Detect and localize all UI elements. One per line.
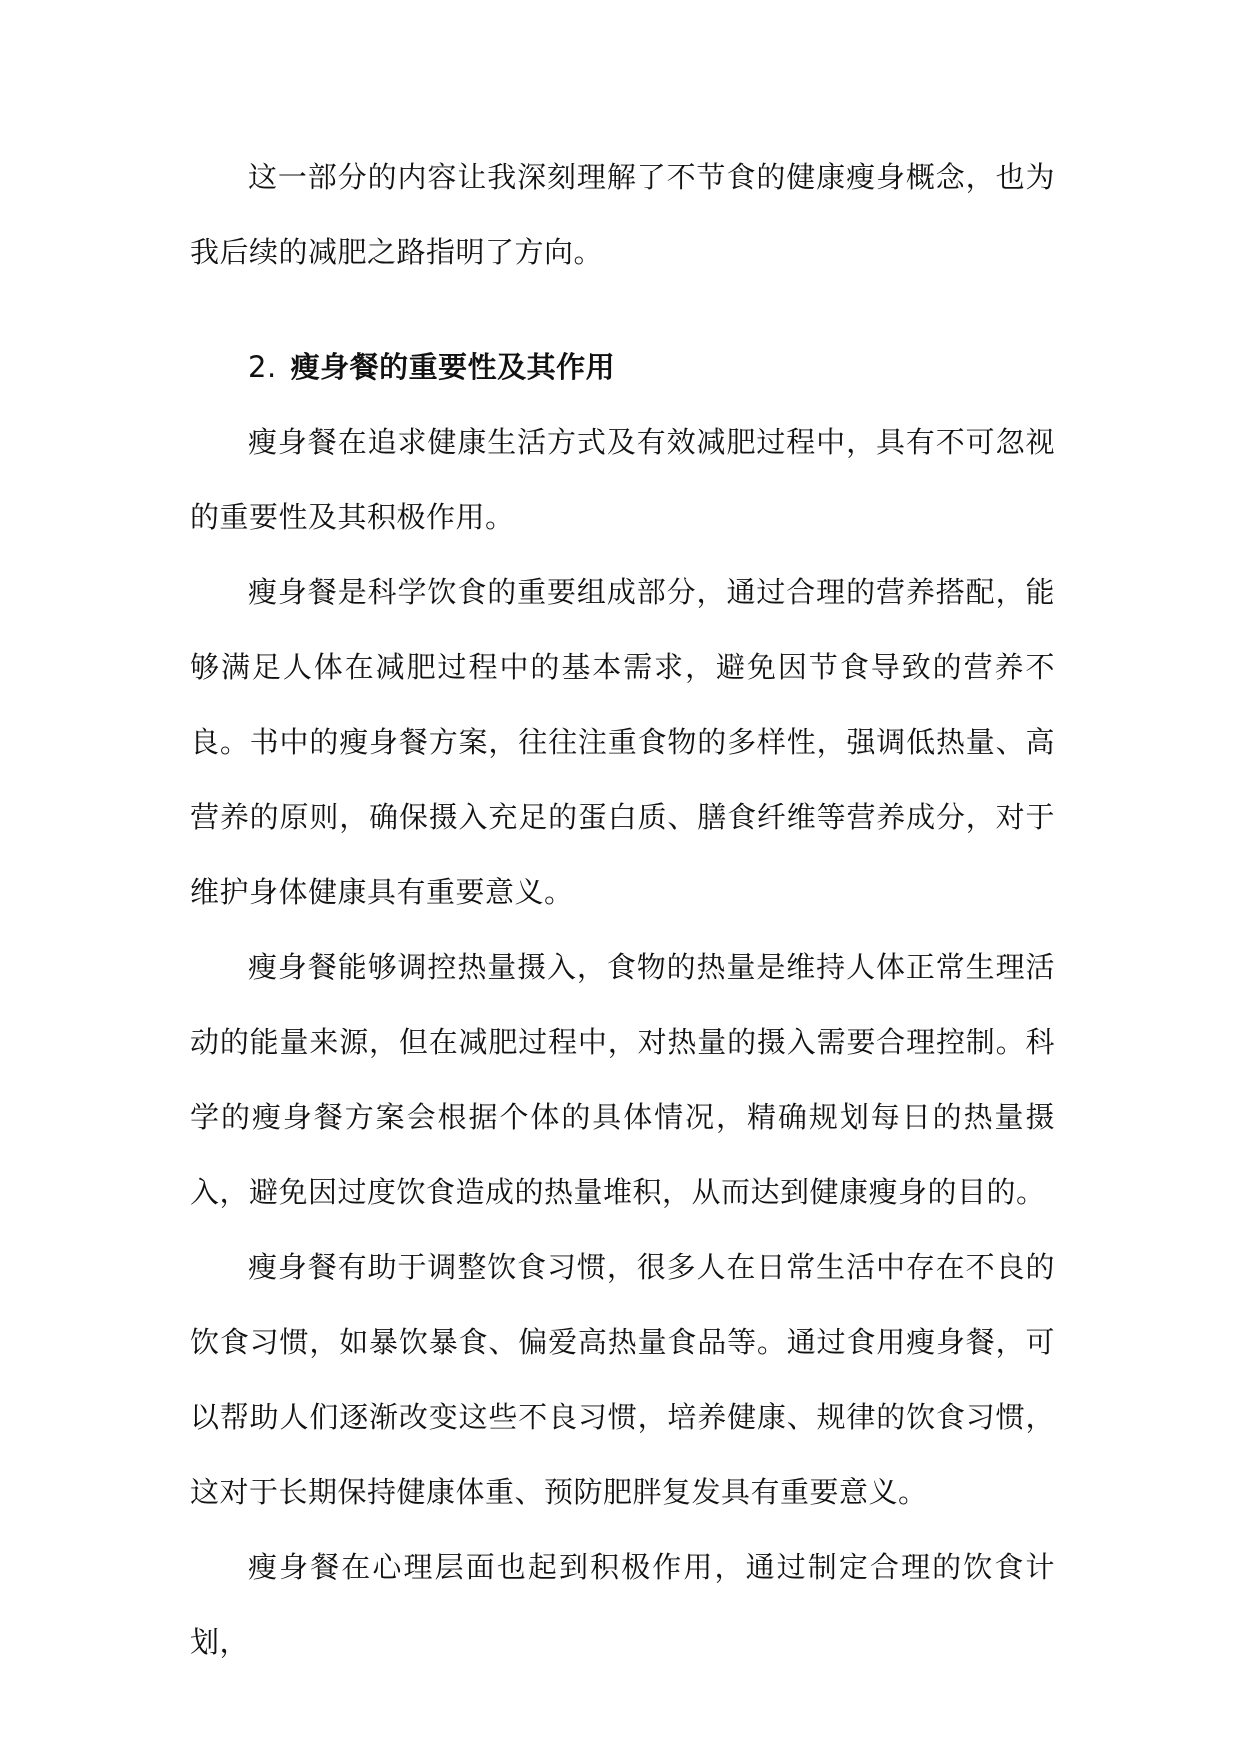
section-title: 瘦身餐的重要性及其作用 <box>290 350 616 384</box>
section-heading <box>190 330 1055 405</box>
paragraph: 瘦身餐有助于调整饮食习惯，很多人在日常生活中存在不良的饮食习惯，如暴饮暴食、偏爱高热量食品等。通过食用瘦身餐，可以帮助人们逐渐改变这些不良习惯，培养健康、规律的饮食习惯，这对于长期保持健康体重、预防肥胖复发具有重要意义。 <box>190 1250 1055 1509</box>
paragraph: 瘦身餐在追求健康生活方式及有效减肥过程中，具有不可忽视的重要性及其积极作用。 <box>190 425 1055 534</box>
paragraph: 这一部分的内容让我深刻理解了不节食的健康瘦身概念，也为我后续的减肥之路指明了方向。 <box>190 160 1055 269</box>
paragraph: 瘦身餐在心理层面也起到积极作用，通过制定合理的饮食计划， <box>190 1550 1055 1659</box>
document-body <box>190 140 1055 1680</box>
paragraph: 瘦身餐是科学饮食的重要组成部分，通过合理的营养搭配，能够满足人体在减肥过程中的基本需求，避免因节食导致的营养不良。书中的瘦身餐方案，往往注重食物的多样性，强调低热量、高营养的原则，确保摄入充足的蛋白质、膳食纤维等营养成分，对于维护身体健康具有重要意义。 <box>190 575 1055 909</box>
paragraph: 瘦身餐能够调控热量摄入，食物的热量是维持人体正常生理活动的能量来源，但在减肥过程中，对热量的摄入需要合理控制。科学的瘦身餐方案会根据个体的具体情况，精确规划每日的热量摄入，避免因过度饮食造成的热量堆积，从而达到健康瘦身的目的。 <box>190 950 1055 1209</box>
section-number: 2. <box>248 350 277 384</box>
